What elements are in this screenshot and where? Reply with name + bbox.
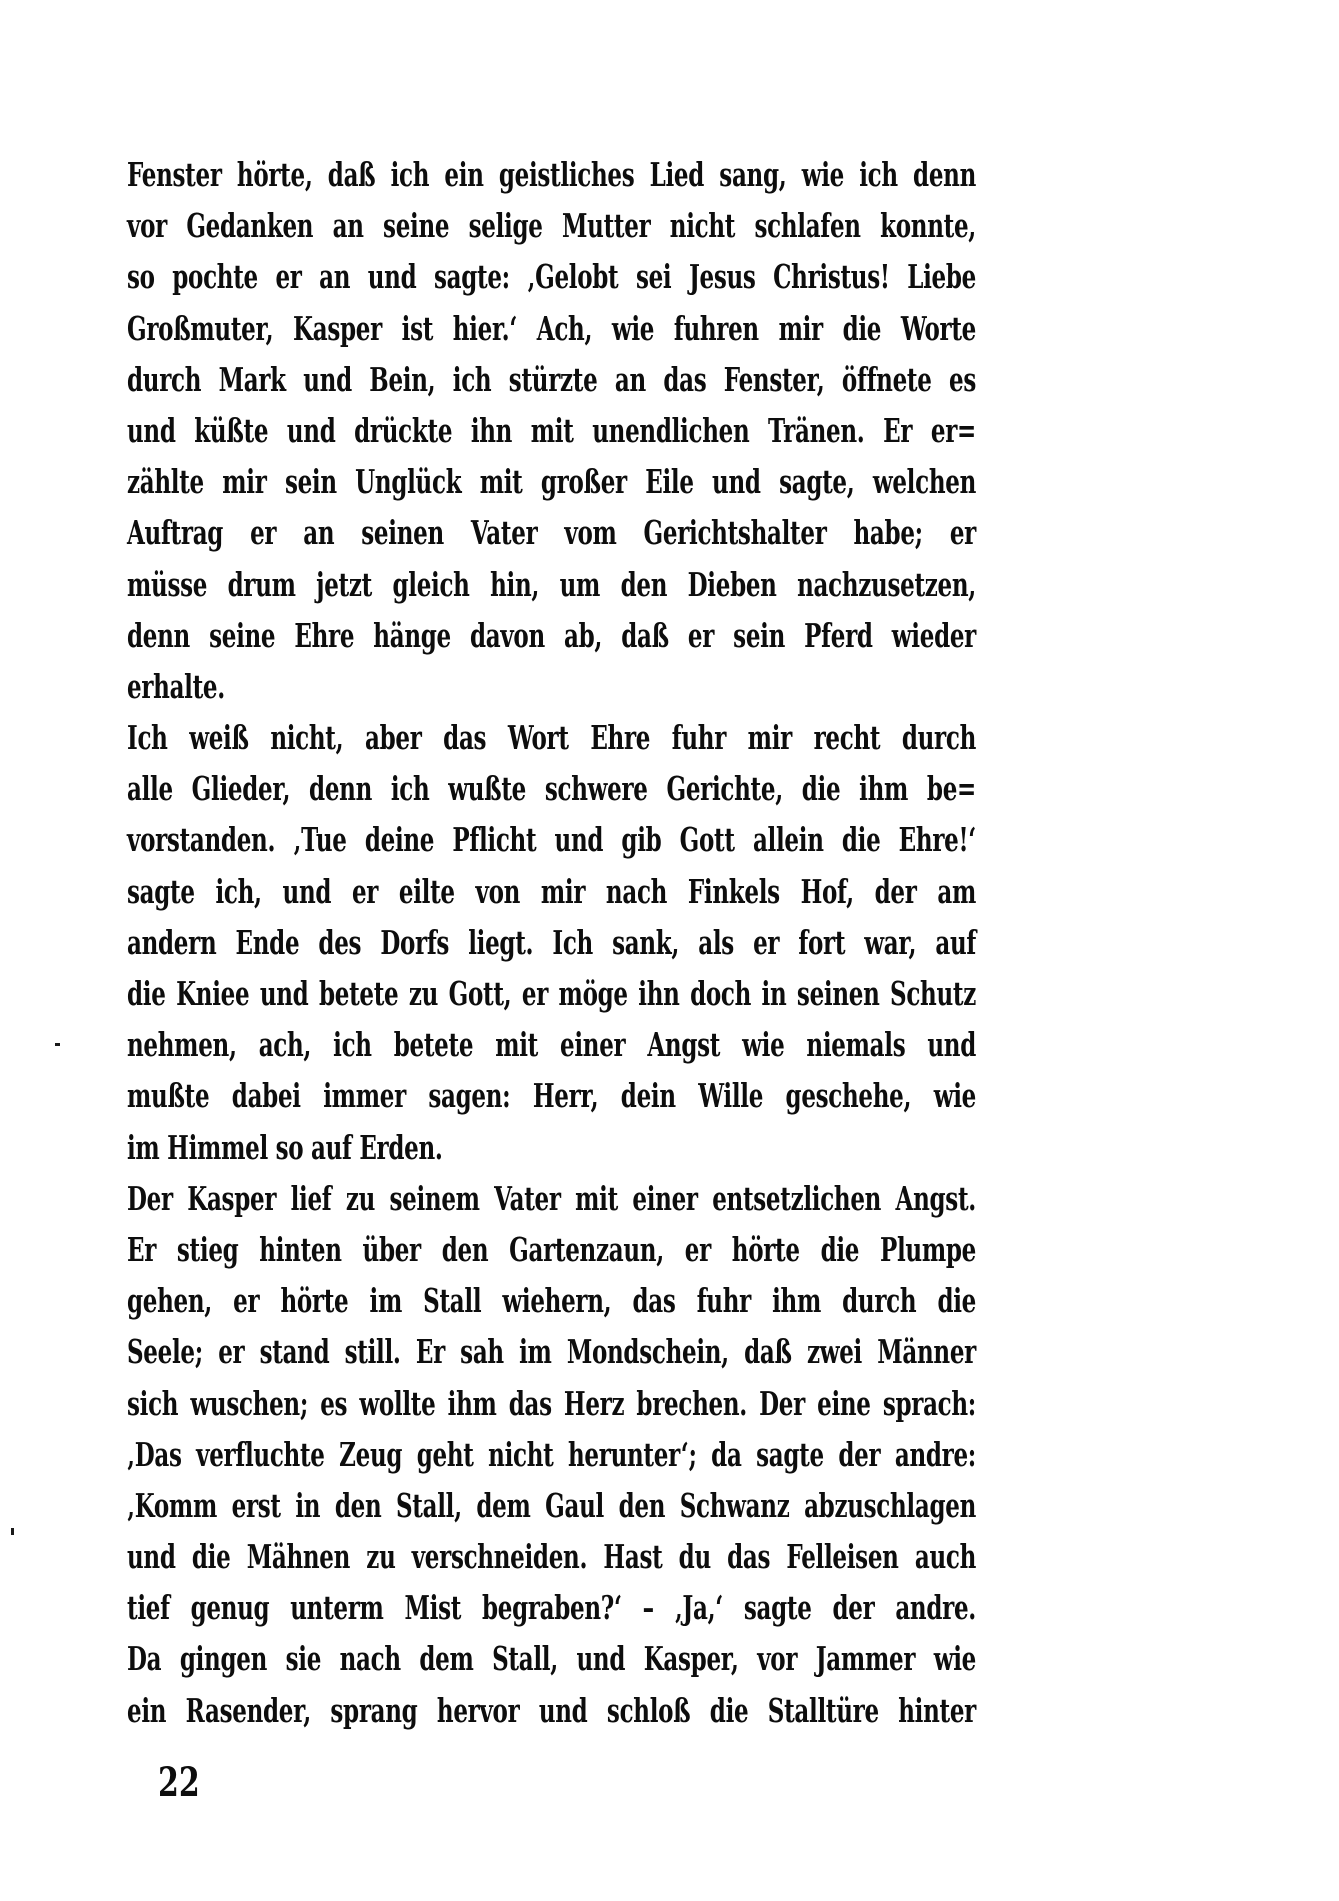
text-line: nehmen, ach, ich betete mit einer Angst wie niemals und (127, 1026, 976, 1065)
text-line: alle Glieder, denn ich wußte schwere Gerichte, die ihm be= (127, 770, 976, 809)
text-line: ein Rasender, sprang hervor und schloß die Stalltüre hinter (127, 1691, 976, 1731)
text-line: tief genug unterm Mist begraben?‘ – ‚Ja,‘ sagte der andre. (127, 1589, 976, 1628)
text-line: Er stieg hinten über den Gartenzaun, er hörte die Plumpe (127, 1231, 976, 1270)
text-line: vorstanden. ‚Tue deine Pflicht und gib Gott allein die Ehre!‘ (127, 821, 976, 861)
text-line: Großmuter, Kasper ist hier.‘ Ach, wie fuhren mir die Worte (127, 309, 976, 349)
text-line: vor Gedanken an seine selige Mutter nicht schlafen konnte, (127, 207, 976, 246)
text-line: durch Mark und Bein, ich stürzte an das Fenster, öffnete es (127, 361, 976, 400)
text-line: Der Kasper lief zu seinem Vater mit einer entsetzlichen Angst. (127, 1180, 976, 1219)
page-number: 22 (158, 1759, 200, 1807)
text-line: mußte dabei immer sagen: Herr, dein Wille geschehe, wie (127, 1077, 976, 1117)
text-line-paragraph-end: erhalte. (127, 668, 225, 707)
text-line: so pochte er an und sagte: ‚Gelobt sei Jesus Christus! Liebe (127, 258, 976, 298)
text-line: sagte ich, und er eilte von mir nach Finkels Hof, der am (127, 872, 976, 912)
text-line: die Kniee und betete zu Gott, er möge ihn doch in seinen Schutz (127, 975, 976, 1014)
text-line: Auftrag er an seinen Vater vom Gerichtshalter habe; er (127, 514, 976, 553)
text-line: und die Mähnen zu verschneiden. Hast du das Felleisen auch (127, 1538, 976, 1577)
text-line: ‚Komm erst in den Stall, dem Gaul den Schwanz abzuschlagen (127, 1487, 976, 1526)
text-line: müsse drum jetzt gleich hin, um den Dieben nachzusetzen, (127, 565, 976, 605)
text-line-paragraph-end: im Himmel so auf Erden. (127, 1128, 443, 1168)
body-text-block (127, 150, 976, 1737)
text-line: Da gingen sie nach dem Stall, und Kasper, vor Jammer wie (127, 1640, 976, 1680)
text-line: gehen, er hörte im Stall wiehern, das fuhr ihm durch die (127, 1282, 976, 1321)
text-line: sich wuschen; es wollte ihm das Herz brechen. Der eine sprach: (127, 1384, 976, 1424)
text-line: ‚Das verfluchte Zeug geht nicht herunter‘; da sagte der andre: (127, 1435, 976, 1475)
text-line: denn seine Ehre hänge davon ab, daß er sein Pferd wieder (127, 616, 976, 656)
text-line: Ich weiß nicht, aber das Wort Ehre fuhr mir recht durch (127, 719, 976, 758)
text-line: und küßte und drückte ihn mit unendlichen Tränen. Er er= (127, 412, 976, 451)
scan-speck (11, 1528, 14, 1535)
text-line: Fenster hörte, daß ich ein geistliches Lied sang, wie ich denn (127, 156, 976, 195)
text-line: Seele; er stand still. Er sah im Mondschein, daß zwei Männer (127, 1333, 976, 1372)
text-line: andern Ende des Dorfs liegt. Ich sank, als er fort war, auf (127, 924, 976, 963)
text-line: zählte mir sein Unglück mit großer Eile und sagte, welchen (127, 463, 976, 502)
scan-speck (55, 1043, 60, 1046)
